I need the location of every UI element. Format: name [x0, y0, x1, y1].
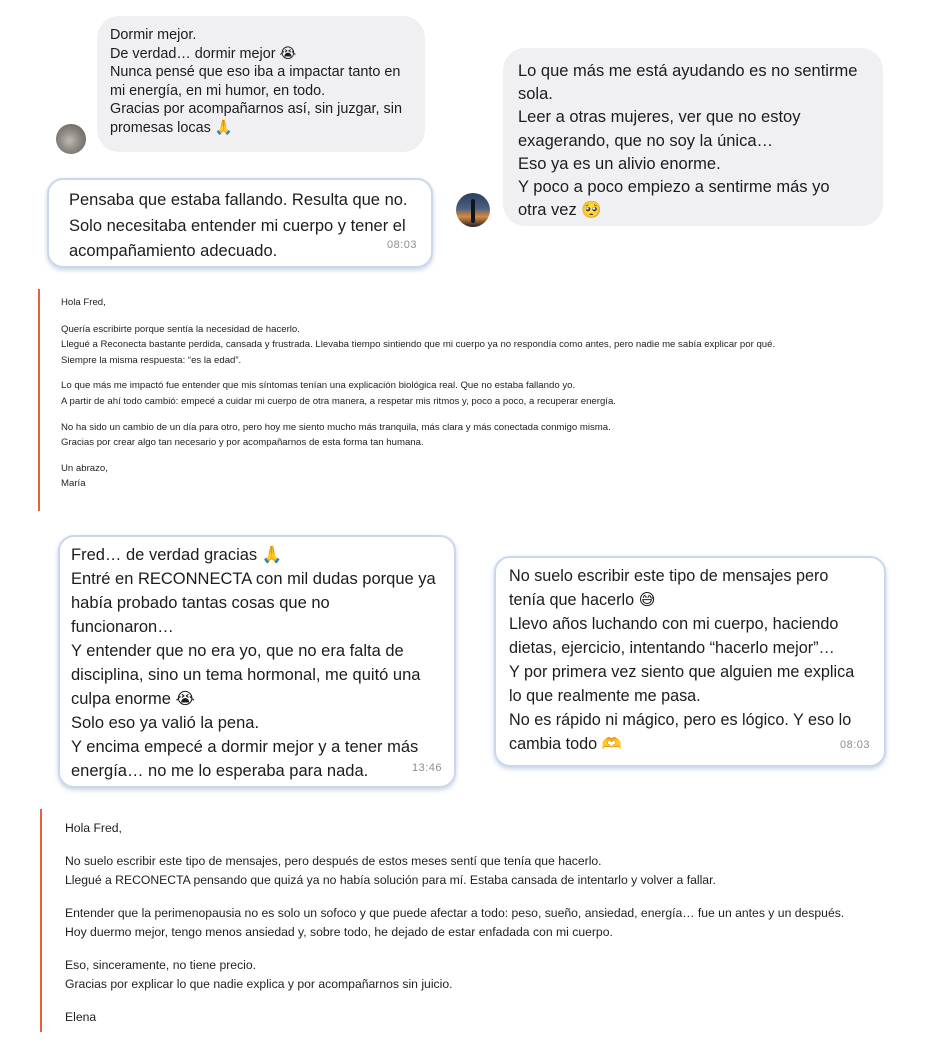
avatar-sunset: [456, 193, 490, 227]
email-greeting: Hola Fred,: [61, 297, 106, 308]
message-line: No suelo escribir este tipo de mensajes pero: [509, 567, 829, 585]
message-line: tenía que hacerlo 😅: [509, 591, 656, 609]
email-line: Hoy duermo mejor, tengo menos ansiedad y, sobre todo, he dejado de estar enfadada con mi cuerpo.: [65, 925, 613, 939]
email-line: Llegué a RECONECTA pensando que quizá ya no había solución para mí. Estaba cansada de intentarlo y volver a fallar.: [65, 873, 716, 887]
message-line: exagerando, que no soy la única…: [518, 131, 774, 150]
chat-bubble-sleep: [97, 16, 425, 152]
message-line: promesas locas 🙏: [110, 119, 233, 136]
email-testimonial-maria: [38, 289, 918, 511]
message-line: No es rápido ni mágico, pero es lógico. Y eso lo: [509, 711, 852, 729]
email-line: Eso, sinceramente, no tiene precio.: [65, 957, 257, 972]
message-line: había probado tantas cosas que no: [71, 594, 330, 612]
message-line: energía… no me lo esperaba para nada.: [71, 762, 369, 780]
message-line: otra vez 🥺: [518, 201, 602, 220]
message-line: Nunca pensé que eso iba a impactar tanto en: [110, 64, 401, 81]
email-line: Gracias por explicar lo que nadie explica y por acompañarnos sin juicio.: [65, 977, 453, 991]
message-line: Llevo años luchando con mi cuerpo, haciendo: [509, 615, 839, 633]
message-line: De verdad… dormir mejor 😭: [110, 45, 297, 62]
message-line: cambia todo 🫶: [509, 735, 622, 753]
message-line: funcionaron…: [71, 618, 174, 636]
message-line: Gracias por acompañarnos así, sin juzgar, sin: [110, 101, 402, 118]
message-line: mi energía, en mi humor, en todo.: [110, 82, 326, 99]
message-timestamp: 08:03: [839, 739, 870, 751]
email-greeting: Hola Fred,: [65, 821, 122, 835]
chat-bubble-first-time: [494, 556, 886, 767]
email-signature: María: [61, 478, 86, 490]
message-line: Entré en RECONNECTA con mil dudas porque ya: [71, 570, 436, 588]
message-line: dietas, ejercicio, intentando “hacerlo mejor”…: [509, 639, 835, 657]
email-signature: Elena: [65, 1009, 97, 1024]
email-line: No suelo escribir este tipo de mensajes, pero después de estos meses sentí que tenía que hacerlo.: [65, 853, 602, 868]
email-line: Lo que más me impactó fue entender que mis síntomas tenían una explicación biológica real. Que no estaba fallando yo.: [61, 380, 576, 392]
message-line: lo que realmente me pasa.: [509, 687, 701, 705]
email-line: Siempre la misma respuesta: “es la edad”.: [61, 354, 242, 366]
message-line: Solo eso ya valió la pena.: [71, 714, 260, 732]
message-line: Solo necesitaba entender mi cuerpo y tener el: [69, 216, 406, 235]
message-line: Y poco a poco empiezo a sentirme más yo: [518, 178, 830, 197]
chat-bubble-reconnecta-doubts: [58, 535, 456, 788]
chat-bubble-not-alone: [503, 48, 883, 226]
message-line: Pensaba que estaba fallando. Resulta que no.: [69, 191, 408, 209]
message-timestamp: 08:03: [386, 238, 417, 251]
email-line: Llegué a Reconecta bastante perdida, cansada y frustrada. Llevaba tiempo sintiendo que mi cuerpo ya no respondía como antes, pero nadie me sabía explicar por qué.: [61, 339, 776, 351]
message-line: Leer a otras mujeres, ver que no estoy: [518, 108, 801, 127]
message-line: acompañamiento adecuado.: [69, 242, 278, 260]
avatar-cat: [56, 124, 86, 154]
chat-bubble-failing: [47, 178, 433, 268]
email-line: A partir de ahí todo cambió: empecé a cuidar mi cuerpo de otra manera, a respetar mis ritmos y, poco a poco, a recuperar energía.: [61, 395, 616, 407]
email-line: Quería escribirte porque sentía la necesidad de hacerlo.: [61, 323, 300, 335]
email-line: No ha sido un cambio de un día para otro, pero hoy me siento mucho más tranquila, más clara y más conectada conmigo misma.: [61, 421, 611, 433]
email-line: Gracias por crear algo tan necesario y por acompañarnos de esta forma tan humana.: [61, 437, 424, 449]
email-line: Entender que la perimenopausia no es solo un sofoco y que puede afectar a todo: peso, sueño, ansiedad, energía… fue un antes y un después.: [65, 905, 845, 920]
message-line: sola.: [518, 85, 553, 104]
message-line: Eso ya es un alivio enorme.: [518, 154, 721, 173]
message-line: disciplina, sino un tema hormonal, me quitó una: [71, 666, 421, 684]
message-line: Lo que más me está ayudando es no sentirme: [518, 62, 858, 80]
message-line: culpa enorme 😭: [71, 690, 195, 708]
message-line: Y entender que no era yo, que no era falta de: [71, 642, 404, 660]
message-line: Fred… de verdad gracias 🙏: [71, 546, 283, 564]
message-line: Y por primera vez siento que alguien me explica: [509, 663, 855, 681]
message-line: Dormir mejor.: [110, 27, 197, 43]
message-timestamp: 13:46: [411, 762, 442, 774]
email-testimonial-elena: [40, 809, 920, 1032]
email-closing: Un abrazo,: [61, 462, 108, 474]
message-line: Y encima empecé a dormir mejor y a tener más: [71, 738, 419, 756]
